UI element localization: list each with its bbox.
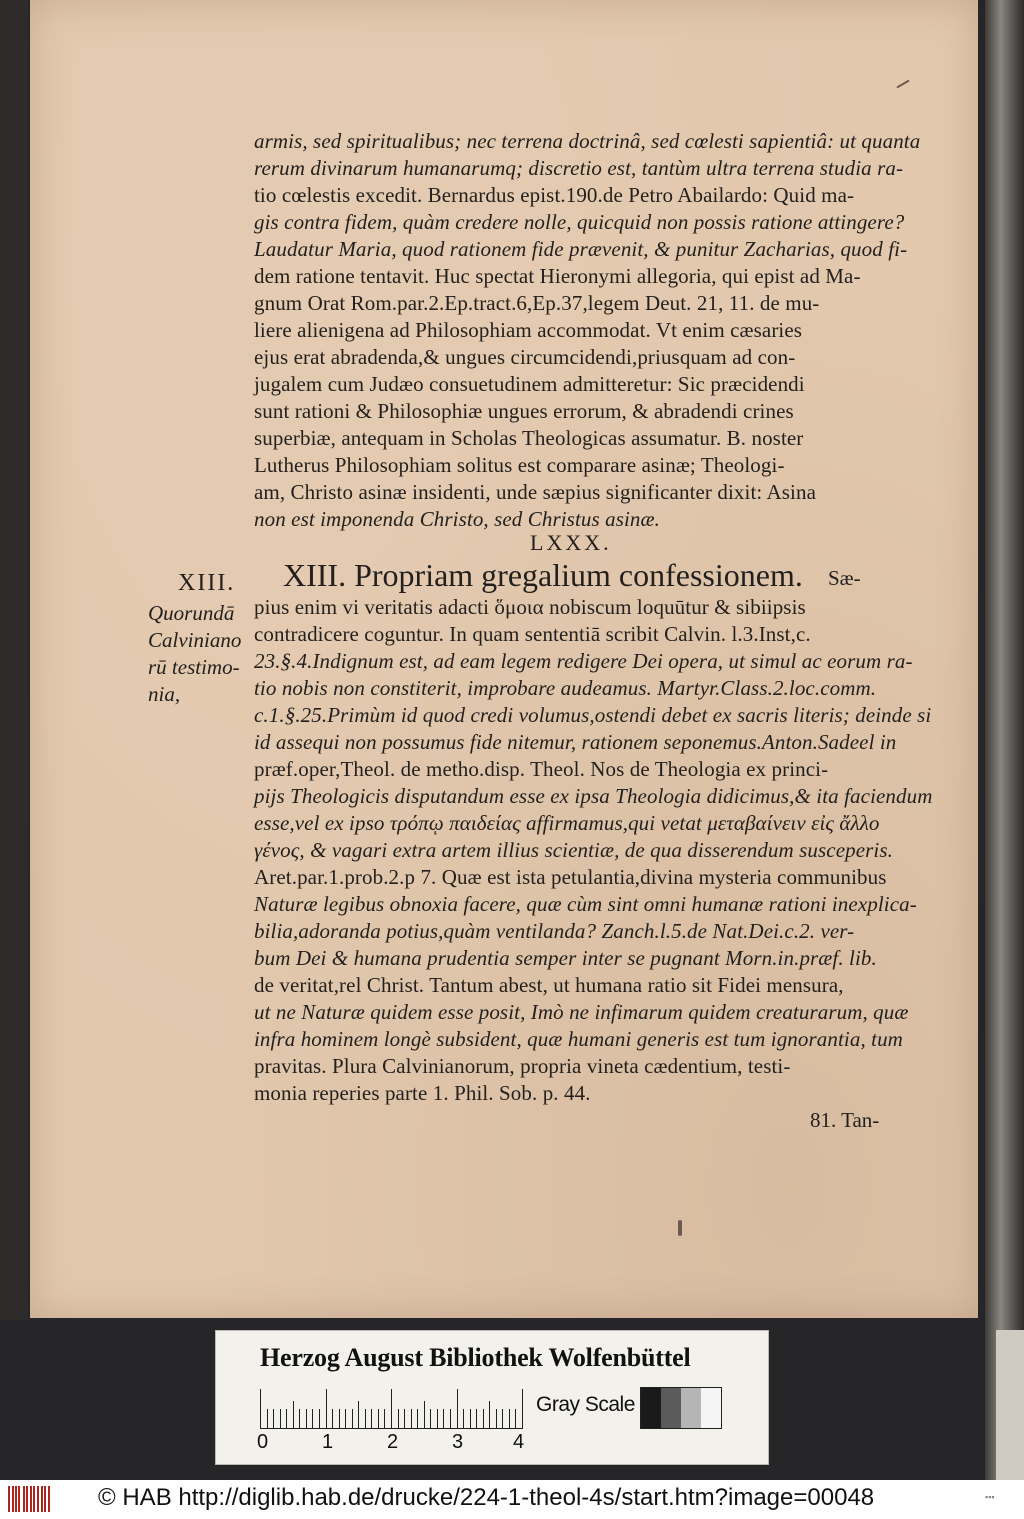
section-title-continuation: Sæ- — [828, 566, 861, 590]
ruler-tick — [358, 1401, 359, 1429]
barcode-bar — [8, 1486, 10, 1512]
barcode-bar — [30, 1486, 32, 1512]
ruler-tick — [293, 1401, 294, 1429]
text-line: tio cœlestis excedit. Bernardus epist.190.de Petro Abailardo: Quid ma- — [254, 183, 855, 207]
text-line: bum Dei & humana prudentia semper inter se pugnant Morn.in.præf. lib. — [254, 946, 877, 970]
ruler-tick — [443, 1409, 444, 1429]
barcode-bar — [26, 1486, 28, 1512]
margin-number: XIII. — [178, 570, 236, 596]
barcode-bar — [15, 1486, 17, 1512]
ruler-tick — [522, 1389, 523, 1429]
text-line: pijs Theologicis disputandum esse ex ipsa Theologia didicimus,& ita faciendum — [254, 784, 933, 808]
text-line: præf.oper,Theol. de metho.disp. Theol. Nos de Theologia ex princi- — [254, 757, 829, 781]
ruler-tick — [463, 1409, 464, 1429]
footer-mark-icon: ▪▪▪ — [985, 1492, 995, 1502]
text-line: Lutherus Philosophiam solitus est comparare asinæ; Theologi- — [254, 453, 785, 477]
ruler-tick — [345, 1409, 346, 1429]
ruler-tick — [476, 1409, 477, 1429]
ruler-tick — [273, 1409, 274, 1429]
barcode-bar — [37, 1486, 39, 1512]
ruler-tick — [404, 1409, 405, 1429]
text-line: gnum Orat Rom.par.2.Ep.tract.6,Ep.37,legem Deut. 21, 11. de mu- — [254, 291, 820, 315]
ruler-tick — [437, 1409, 438, 1429]
ruler-tick — [391, 1389, 392, 1429]
text-line: jugalem cum Judæo consuetudinem admitteretur: Sic præcidendi — [254, 372, 805, 396]
ruler-tick — [306, 1409, 307, 1429]
ruler-tick — [398, 1409, 399, 1429]
text-line: pius enim vi veritatis adacti ὅμοια nobiscum loquūtur & sibiipsis — [254, 595, 806, 619]
text-line: dem ratione tentavit. Huc spectat Hieronymi allegoria, qui epist ad Ma- — [254, 264, 861, 288]
gray-swatch — [661, 1388, 681, 1428]
ink-mark — [896, 80, 909, 89]
text-line: non est imponenda Christo, sed Christus asinæ. — [254, 507, 660, 531]
ruler-tick — [332, 1409, 333, 1429]
ruler-tick — [260, 1389, 261, 1429]
margin-note-line: rū testimo- — [148, 655, 240, 679]
copyright-url[interactable]: © HAB http://diglib.hab.de/drucke/224-1-theol-4s/start.htm?image=00048 — [98, 1484, 875, 1511]
text-line: superbiæ, antequam in Scholas Theologicas assumatur. B. noster — [254, 426, 804, 450]
text-line: γένος, & vagari extra artem illius scientiæ, de qua disserendum susceperis. — [254, 838, 893, 862]
gray-swatch — [701, 1388, 721, 1428]
ruler-label: 3 — [452, 1431, 464, 1453]
gray-scale-swatches — [640, 1387, 722, 1429]
section-number: LXXX. — [530, 530, 612, 555]
ruler-tick — [319, 1409, 320, 1429]
text-line: rerum divinarum humanarumq; discretio est, tantùm ultra terrena studia ra- — [254, 156, 904, 180]
text-line: gis contra fidem, quàm credere nolle, quicquid non possis ratione attingere? — [254, 210, 905, 234]
ruler-label: 4 — [513, 1431, 525, 1453]
barcode-bar — [48, 1486, 50, 1512]
ruler-tick — [457, 1389, 458, 1429]
ruler-tick — [371, 1409, 372, 1429]
ruler-tick — [450, 1409, 451, 1429]
ruler-tick — [496, 1409, 497, 1429]
margin-note-line: Calviniano — [148, 628, 242, 652]
text-line: esse,vel ex ipso τρόπῳ παιδείας affirmamus,qui vetat μεταβαίνειν εἰς ἄλλο — [254, 811, 880, 835]
margin-note-line: Quorundā — [148, 601, 235, 625]
text-line: de veritat,rel Christ. Tantum abest, ut humana ratio sit Fidei mensura, — [254, 973, 844, 997]
ruler-tick — [470, 1409, 471, 1429]
ruler-label: 2 — [387, 1431, 399, 1453]
ruler-tick — [430, 1409, 431, 1429]
text-line: sunt rationi & Philosophiæ ungues errorum, & abradendi crines — [254, 399, 794, 423]
ruler-tick — [509, 1409, 510, 1429]
text-line: armis, sed spiritualibus; nec terrena doctrinâ, sed cœlesti sapientiâ: ut quanta — [254, 129, 921, 153]
text-line: 23.§.4.Indignum est, ad eam legem redigere Dei opera, ut simul ac eorum ra- — [254, 649, 913, 673]
text-line: Naturæ legibus obnoxia facere, quæ cùm sint omni humanæ rationi inexplica- — [254, 892, 917, 916]
gray-swatch — [681, 1388, 701, 1428]
ruler-tick — [339, 1409, 340, 1429]
footer-bar — [0, 1480, 1024, 1519]
text-line: c.1.§.25.Primùm id quod credi volumus,ostendi debet ex sacris literis; deinde si — [254, 703, 932, 727]
ruler-tick — [267, 1409, 268, 1429]
text-line: bilia,adoranda potius,quàm ventilanda? Zanch.l.5.de Nat.Dei.c.2. ver- — [254, 919, 855, 943]
ruler-tick — [299, 1409, 300, 1429]
barcode-bar — [41, 1486, 43, 1512]
ruler-tick — [365, 1409, 366, 1429]
library-name: Herzog August Bibliothek Wolfenbüttel — [260, 1343, 691, 1372]
text-line: contradicere coguntur. In quam sententiā scribit Calvin. l.3.Inst,c. — [254, 622, 811, 646]
gray-scale-label: Gray Scale — [536, 1393, 635, 1416]
text-line: pravitas. Plura Calvinianorum, propria vineta cædentium, testi- — [254, 1054, 791, 1078]
ruler-tick — [312, 1409, 313, 1429]
ruler-tick — [378, 1409, 379, 1429]
text-line: Aret.par.1.prob.2.p 7. Quæ est ista petulantia,divina mysteria communibus — [254, 865, 887, 889]
adjacent-card-edge — [996, 1330, 1024, 1480]
ruler-tick — [384, 1409, 385, 1429]
ruler-tick — [280, 1409, 281, 1429]
scanner-left-edge — [0, 0, 28, 1320]
text-line: liere alienigena ad Philosophiam accommodat. Vt enim cæsaries — [254, 318, 803, 342]
ruler-tick — [417, 1409, 418, 1429]
text-line: monia reperies parte 1. Phil. Sob. p. 44. — [254, 1081, 591, 1105]
ruler-tick — [483, 1409, 484, 1429]
scale-ruler — [260, 1389, 522, 1429]
ruler-tick — [502, 1409, 503, 1429]
ruler-tick — [326, 1389, 327, 1429]
ruler-tick — [515, 1409, 516, 1429]
ruler-label: 0 — [257, 1431, 269, 1453]
ruler-tick — [489, 1401, 490, 1429]
ruler-tick — [411, 1409, 412, 1429]
barcode-bar — [23, 1486, 25, 1512]
barcode-bar — [44, 1486, 46, 1512]
barcode-bar — [12, 1486, 14, 1512]
text-line: ut ne Naturæ quidem esse posit, Imò ne infimarum quidem creaturarum, quæ — [254, 1000, 909, 1024]
catchword: 81. Tan- — [810, 1108, 880, 1132]
text-line: ejus erat abradenda,& ungues circumcidendi,priusquam ad con- — [254, 345, 796, 369]
book-spine-edge — [985, 0, 1024, 1480]
margin-note-line: nia, — [148, 682, 181, 706]
color-calibration-card — [215, 1330, 769, 1465]
gray-swatch — [641, 1388, 661, 1428]
ruler-tick — [352, 1409, 353, 1429]
text-line: infra hominem longè subsident, quæ humani generis est tum ignorantia, tum — [254, 1027, 903, 1051]
text-line: tio nobis non constiterit, improbare audeamus. Martyr.Class.2.loc.comm. — [254, 676, 877, 700]
text-line: am, Christo asinæ insidenti, unde sæpius significanter dixit: Asina — [254, 480, 816, 504]
barcode-bar — [18, 1486, 20, 1512]
hab-barcode-icon — [8, 1486, 52, 1512]
section-title: XIII. Propriam gregalium confessionem. — [283, 557, 803, 593]
ruler-label: 1 — [322, 1431, 334, 1453]
ink-speck — [678, 1220, 682, 1236]
ruler-tick — [286, 1409, 287, 1429]
text-line: Laudatur Maria, quod rationem fide prævenit, & punitur Zacharias, quod fi- — [254, 237, 908, 261]
barcode-bar — [33, 1486, 35, 1512]
text-line: id assequi non possumus fide nitemur, rationem seponemus.Anton.Sadeel in — [254, 730, 897, 754]
ruler-tick — [424, 1401, 425, 1429]
